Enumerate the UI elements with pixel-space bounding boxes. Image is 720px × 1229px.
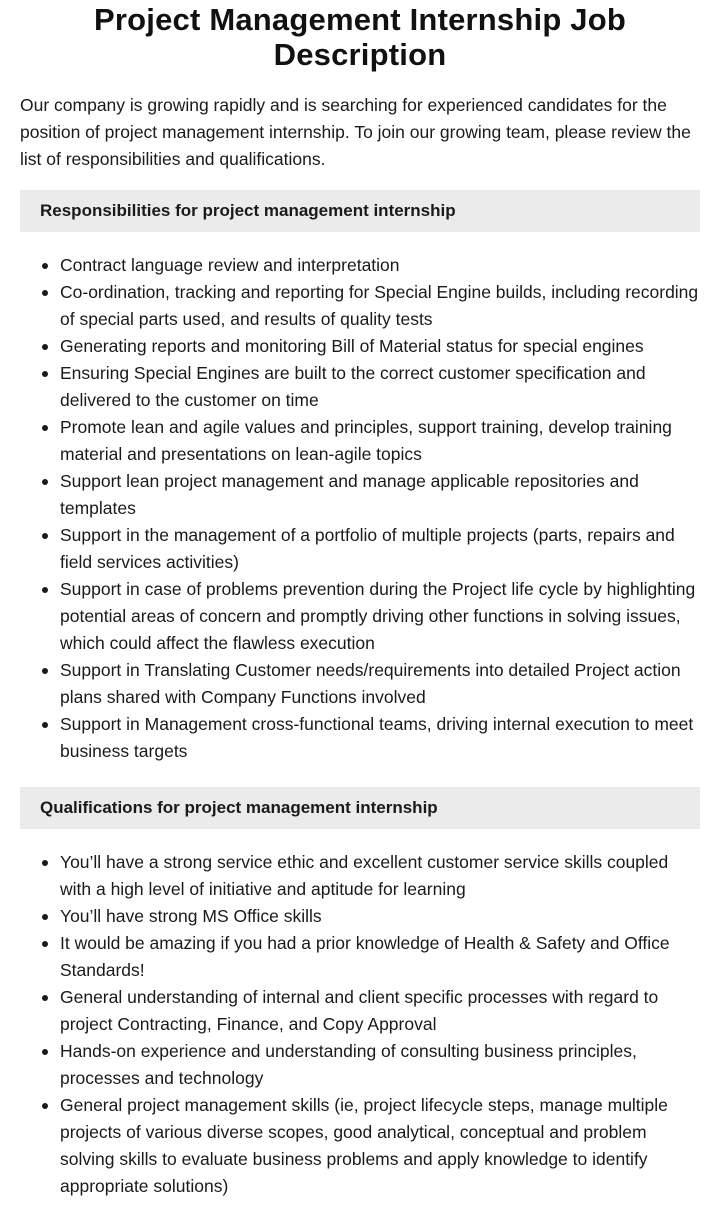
bullet-icon xyxy=(42,533,48,539)
list-item-text: Hands-on experience and understanding of consulting business principles, processes and technology xyxy=(60,1041,637,1088)
list-item-text: Ensuring Special Engines are built to the correct customer specification and delivered to the customer on time xyxy=(60,363,646,410)
page-title: Project Management Internship Job Description xyxy=(94,2,626,72)
bullet-icon xyxy=(42,722,48,728)
bullet-icon xyxy=(42,914,48,920)
list-item xyxy=(60,1092,700,1200)
responsibilities-heading-text: Responsibilities for project management internship xyxy=(40,201,456,220)
list-item xyxy=(60,522,700,576)
list-item xyxy=(60,657,700,711)
list-item-text: Support in Management cross-functional teams, driving internal execution to meet business targets xyxy=(60,714,694,761)
bullet-icon xyxy=(42,860,48,866)
list-item-text: You’ll have a strong service ethic and excellent customer service skills coupled with a high level of initiative and aptitude for learning xyxy=(60,852,669,899)
list-item-text: General project management skills (ie, project lifecycle steps, manage multiple projects of various diverse scopes, good analytical, conceptual and problem solving skills to evaluate business problems and apply knowledge to identify appropriate solutions) xyxy=(60,1095,668,1196)
qualifications-list xyxy=(20,849,700,1200)
bullet-icon xyxy=(42,995,48,1001)
list-item xyxy=(60,576,700,657)
list-item xyxy=(60,468,700,522)
bullet-icon xyxy=(42,425,48,431)
list-item-text: Support in case of problems prevention during the Project life cycle by highlighting potential areas of concern and promptly driving other functions in solving issues, which could affect the flawless execution xyxy=(60,579,696,653)
bullet-icon xyxy=(42,479,48,485)
bullet-icon xyxy=(42,668,48,674)
list-item-text: Co-ordination, tracking and reporting for Special Engine builds, including recording of special parts used, and results of quality tests xyxy=(60,282,699,329)
list-item xyxy=(60,984,700,1038)
qualifications-heading-text: Qualifications for project management internship xyxy=(40,798,438,817)
list-item xyxy=(60,279,700,333)
responsibilities-list xyxy=(20,252,700,765)
list-item xyxy=(60,360,700,414)
job-description-page xyxy=(0,2,720,1200)
list-item xyxy=(60,903,700,930)
list-item xyxy=(60,333,700,360)
list-item xyxy=(60,711,700,765)
list-item-text: Generating reports and monitoring Bill of Material status for special engines xyxy=(60,336,644,356)
list-item xyxy=(60,1038,700,1092)
bullet-icon xyxy=(42,371,48,377)
responsibilities-heading xyxy=(20,190,700,232)
list-item-text: General understanding of internal and client specific processes with regard to project Contracting, Finance, and Copy Approval xyxy=(60,987,659,1034)
list-item-text: Promote lean and agile values and principles, support training, develop training material and presentations on lean-agile topics xyxy=(60,417,672,464)
bullet-icon xyxy=(42,290,48,296)
list-item-text: Contract language review and interpretation xyxy=(60,255,400,275)
list-item xyxy=(60,930,700,984)
bullet-icon xyxy=(42,941,48,947)
bullet-icon xyxy=(42,1049,48,1055)
bullet-icon xyxy=(42,344,48,350)
list-item-text: You’ll have strong MS Office skills xyxy=(60,906,322,926)
qualifications-heading xyxy=(20,787,700,829)
list-item-text: Support lean project management and manage applicable repositories and templates xyxy=(60,471,639,518)
list-item-text: Support in Translating Customer needs/requirements into detailed Project action plans shared with Company Functions involved xyxy=(60,660,681,707)
list-item xyxy=(60,849,700,903)
list-item-text: Support in the management of a portfolio of multiple projects (parts, repairs and field services activities) xyxy=(60,525,675,572)
bullet-icon xyxy=(42,587,48,593)
list-item xyxy=(60,252,700,279)
bullet-icon xyxy=(42,1103,48,1109)
intro-paragraph: Our company is growing rapidly and is searching for experienced candidates for the position of project management internship. To join our growing team, please review the list of responsibilities and qualifications. xyxy=(20,95,691,169)
list-item xyxy=(60,414,700,468)
bullet-icon xyxy=(42,263,48,269)
list-item-text: It would be amazing if you had a prior knowledge of Health & Safety and Office Standards! xyxy=(60,933,670,980)
